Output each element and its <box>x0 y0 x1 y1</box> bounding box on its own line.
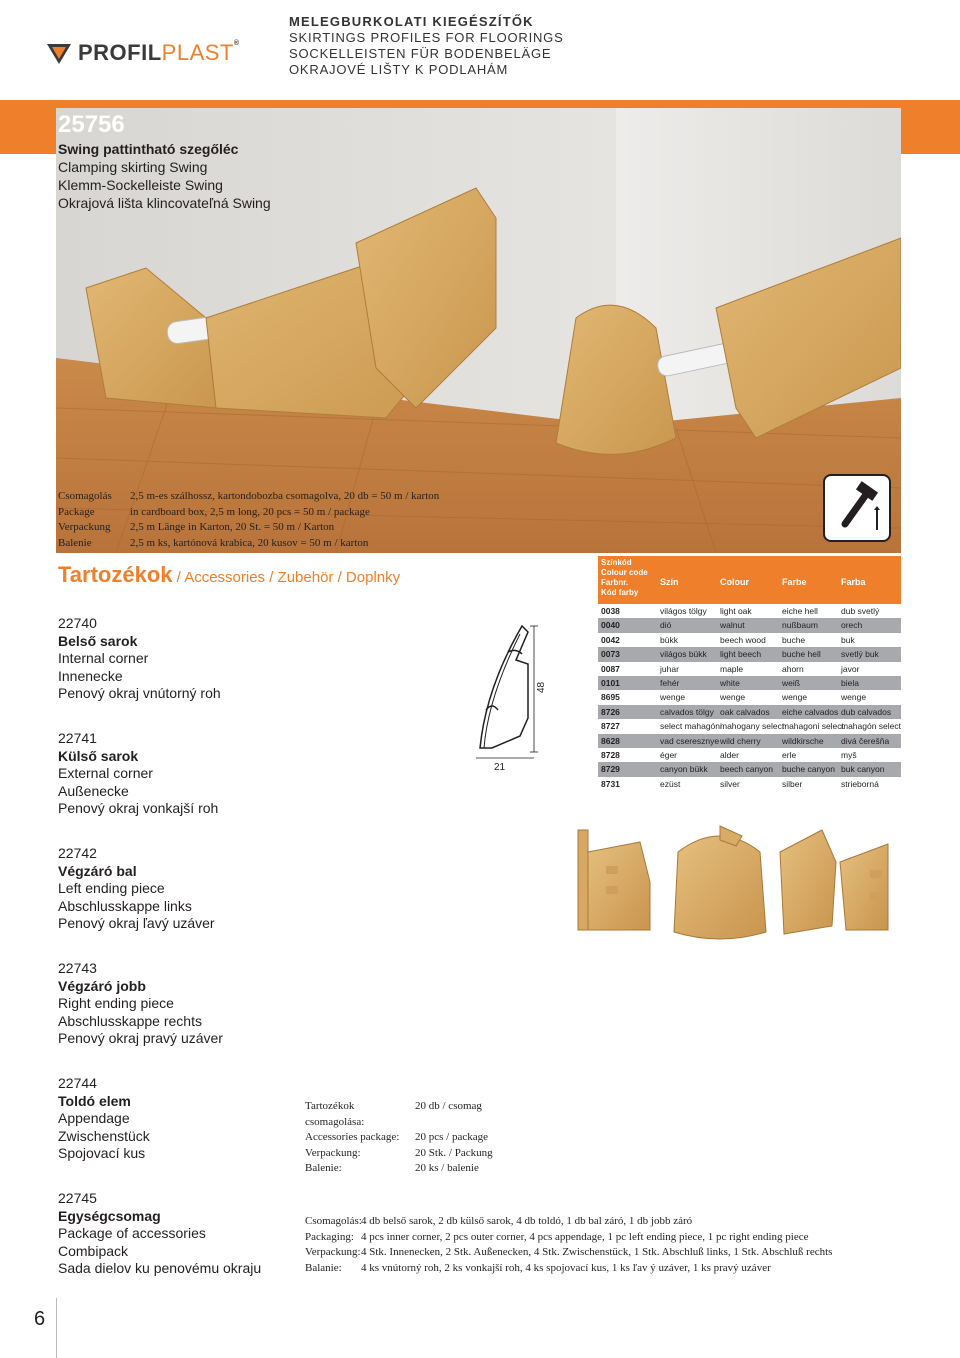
header-line-hu: MELEGBURKOLATI KIEGÉSZÍTŐK <box>289 14 534 29</box>
accessory-package-value: 20 Stk. / Packung <box>415 1146 493 1159</box>
packaging-info <box>58 489 439 551</box>
colour-name-de: eiche calvados <box>782 706 839 717</box>
item-name-de: Combipack <box>58 1242 129 1259</box>
item-name-hu: Egységcsomag <box>58 1207 161 1224</box>
colour-code: 0073 <box>601 649 620 660</box>
colour-table-header <box>598 556 901 604</box>
colour-name-en: beech wood <box>720 634 766 645</box>
accessory-package-info <box>305 1099 493 1177</box>
accessory-item <box>58 1190 261 1278</box>
item-code: 22745 <box>58 1190 97 1206</box>
colour-name-en: white <box>720 677 740 688</box>
colour-name-sk: mahagón select <box>841 721 902 732</box>
combipack-label: Csomagolás: <box>305 1215 362 1227</box>
colour-name-sk: strieborná <box>841 778 879 789</box>
packaging-row <box>58 536 439 552</box>
item-name-en: Appendage <box>58 1110 130 1126</box>
profile-width-label: 21 <box>494 762 506 773</box>
item-name-de: Zwischenstück <box>58 1127 150 1144</box>
product-name-hu: Swing pattintható szegőléc <box>58 141 239 157</box>
profile-height-label: 48 <box>536 681 547 693</box>
accessory-package-row <box>305 1146 493 1162</box>
item-name-sk: Penový okraj pravý uzáver <box>58 1030 223 1046</box>
combipack-row <box>305 1214 832 1230</box>
colour-name-sk: buk canyon <box>841 764 885 775</box>
colour-row <box>598 676 901 690</box>
product-code: 25756 <box>58 111 125 138</box>
profile-cross-section <box>472 618 552 773</box>
colour-code: 0101 <box>601 677 620 688</box>
packaging-label: Verpackung <box>58 521 111 533</box>
packaging-row <box>58 505 439 521</box>
colour-name-hu: vad cseresznye <box>660 735 720 746</box>
colour-name-sk: javor <box>841 663 860 674</box>
colour-name-sk: dub calvados <box>841 706 892 717</box>
accessory-item <box>58 615 221 703</box>
accessory-package-label: Verpackung: <box>305 1146 361 1159</box>
colour-name-en: silver <box>720 778 740 789</box>
colour-name-en: wild cherry <box>720 735 761 746</box>
header-line-de: SOCKELLEISTEN FÜR BODENBELÄGE <box>289 46 552 61</box>
product-name-sk: Okrajová lišta klincovateľná Swing <box>58 195 271 211</box>
item-name-de: Innenecke <box>58 667 123 684</box>
packaging-label: Package <box>58 505 95 518</box>
colour-code: 0042 <box>601 634 620 645</box>
colour-name-en: beech canyon <box>720 764 773 775</box>
combipack-info <box>305 1214 832 1276</box>
item-name-en: Left ending piece <box>58 880 165 896</box>
colour-name-sk: orech <box>841 620 863 631</box>
item-name-hu: Végzáró jobb <box>58 977 146 994</box>
accessory-item <box>58 1075 150 1163</box>
combipack-value: 4 Stk. Innenecken, 2 Stk. Außenecken, 4 Stk. Zwischenstück, 1 Stk. Abschluß links, 1 Stk. Abschluß rechts <box>361 1246 833 1258</box>
colour-row <box>598 633 901 647</box>
item-name-hu: Külső sarok <box>58 747 139 764</box>
colour-row <box>598 647 901 661</box>
colour-name-sk: buk <box>841 634 855 645</box>
item-code: 22743 <box>58 960 97 976</box>
combipack-value: 4 pcs inner corner, 2 pcs outer corner, 4 pcs appendage, 1 pc left ending piece, 1 pc right ending piece <box>361 1230 809 1243</box>
colour-name-sk: svetlý buk <box>841 649 879 660</box>
accessory-package-row <box>305 1130 493 1146</box>
accessory-package-row <box>305 1161 493 1177</box>
colour-name-en: light oak <box>720 606 752 616</box>
brand-logo <box>46 38 240 74</box>
packaging-row <box>58 489 439 505</box>
accessory-package-label: Tartozékok csomagolása: <box>305 1100 365 1128</box>
colour-name-en: oak calvados <box>720 706 770 717</box>
item-name-de: Außenecke <box>58 782 129 799</box>
item-name-sk: Penový okraj vnútorný roh <box>58 685 221 701</box>
accessory-package-row <box>305 1099 493 1130</box>
packaging-value: 2,5 m-es szálhossz, kartondobozba csomagolva, 20 db = 50 m / karton <box>130 490 440 502</box>
colour-table <box>598 556 901 791</box>
colour-row <box>598 734 901 748</box>
accessory-package-value: 20 ks / balenie <box>415 1162 479 1174</box>
accessory-package-value: 20 db / csomag <box>415 1100 482 1112</box>
accessory-package-label: Balenie: <box>305 1162 342 1174</box>
item-code: 22741 <box>58 730 97 746</box>
colour-name-de: silber <box>782 778 803 789</box>
colour-name-en: mahogany select <box>720 721 785 732</box>
colour-name-de: wenge <box>782 692 808 703</box>
logo-mark-icon <box>46 42 72 66</box>
accessory-package-value: 20 pcs / package <box>415 1131 488 1143</box>
item-name-de: Abschlusskappe rechts <box>58 1012 202 1029</box>
colour-name-de: buche hell <box>782 649 821 660</box>
colour-name-en: wenge <box>720 692 746 703</box>
product-name-en: Clamping skirting Swing <box>58 159 208 175</box>
colour-code: 8726 <box>601 706 620 717</box>
colour-name-en: alder <box>720 749 739 760</box>
combipack-label: Verpackung: <box>305 1246 361 1258</box>
combipack-label: Packaging: <box>305 1230 354 1243</box>
colour-name-de: buche canyon <box>782 764 835 775</box>
colour-name-hu: canyon bükk <box>660 764 708 775</box>
item-name-hu: Végzáró bal <box>58 862 137 879</box>
packaging-value: 2,5 m Länge in Karton, 20 St. = 50 m / Karton <box>130 521 335 533</box>
accessories-heading-main: Tartozékok <box>58 562 173 587</box>
colour-header-hu: Szín <box>660 577 679 587</box>
colour-code: 8731 <box>601 778 620 789</box>
colour-row <box>598 777 901 791</box>
brand-name: PROFILPLAST® <box>78 40 240 65</box>
item-code: 22742 <box>58 845 97 861</box>
item-name-sk: Sada dielov ku penovému okraju <box>58 1260 262 1276</box>
item-name-en: Package of accessories <box>58 1225 206 1241</box>
combipack-value: 4 ks vnútorný roh, 2 ks vonkajší roh, 4 ks spojovací kus, 1 ks ľav ý uzáver, 1 ks pravý uzáver <box>361 1261 771 1274</box>
item-code: 22744 <box>58 1075 97 1091</box>
colour-name-hu: wenge <box>660 692 686 703</box>
item-name-sk: Penový okraj vonkajší roh <box>58 800 219 816</box>
accessories-photo <box>570 822 901 948</box>
colour-code-header: Színkód Colour code Farbnr. Kód farby <box>601 558 648 597</box>
colour-name-sk: wenge <box>841 692 867 703</box>
colour-row <box>598 690 901 704</box>
colour-name-hu: dió <box>660 620 672 631</box>
colour-name-hu: juhar <box>660 663 679 674</box>
colour-name-de: weiß <box>782 677 800 688</box>
accessories-heading <box>58 562 400 588</box>
colour-header-en: Colour <box>720 577 749 587</box>
item-name-sk: Spojovací kus <box>58 1145 146 1161</box>
item-name-en: External corner <box>58 765 153 781</box>
colour-name-hu: select mahagóni <box>660 721 722 732</box>
packaging-value: in cardboard box, 2,5 m long, 20 pcs = 50 m / package <box>130 505 370 518</box>
colour-row <box>598 705 901 719</box>
colour-row <box>598 604 901 618</box>
colour-name-hu: fehér <box>660 677 680 688</box>
colour-header-de: Farbe <box>782 577 807 587</box>
combipack-row <box>305 1230 832 1246</box>
colour-name-de: eiche hell <box>782 606 818 616</box>
colour-code: 0087 <box>601 663 620 674</box>
colour-name-de: nußbaum <box>782 620 818 631</box>
colour-name-sk: divá čerešňa <box>841 735 890 746</box>
item-name-hu: Toldó elem <box>58 1092 131 1109</box>
colour-name-de: mahagoni select <box>782 721 844 732</box>
header-line-sk: OKRAJOVÉ LIŠTY K PODLAHÁM <box>289 62 509 77</box>
header-line-en: SKIRTINGS PROFILES FOR FLOORINGS <box>289 30 564 45</box>
accessory-item <box>58 960 223 1048</box>
packaging-row <box>58 520 439 536</box>
colour-table-body <box>598 604 901 791</box>
colour-code: 8728 <box>601 749 620 760</box>
product-title-block <box>58 110 271 212</box>
colour-name-sk: dub svetlý <box>841 606 880 616</box>
colour-row <box>598 719 901 733</box>
page-number: 6 <box>34 1308 46 1330</box>
colour-name-de: wildkirsche <box>782 735 824 746</box>
accessory-item <box>58 845 215 933</box>
colour-name-hu: bükk <box>660 634 678 645</box>
colour-code: 8628 <box>601 735 620 746</box>
colour-row <box>598 662 901 676</box>
packaging-value: 2,5 m ks, kartónová krabica, 20 kusov = 50 m / karton <box>130 536 369 549</box>
page-number-bar <box>0 1298 57 1358</box>
item-name-en: Internal corner <box>58 650 149 666</box>
packaging-label: Balenie <box>58 536 92 549</box>
packaging-label: Csomagolás <box>58 490 112 502</box>
colour-code: 8695 <box>601 692 620 703</box>
colour-name-en: maple <box>720 663 744 674</box>
colour-name-de: ahorn <box>782 663 804 674</box>
item-name-hu: Belső sarok <box>58 632 138 649</box>
colour-code: 8729 <box>601 764 620 775</box>
colour-header-sk: Farba <box>841 577 866 587</box>
product-name-de: Klemm-Sockelleiste Swing <box>58 177 223 193</box>
colour-code: 8727 <box>601 721 620 732</box>
colour-name-hu: éger <box>660 749 678 760</box>
item-name-en: Right ending piece <box>58 995 174 1011</box>
item-name-sk: Penový okraj ľavý uzáver <box>58 915 215 931</box>
colour-name-sk: biela <box>841 677 859 688</box>
colour-name-hu: világos bükk <box>660 649 707 660</box>
colour-row <box>598 762 901 776</box>
accessories-heading-rest: / Accessories / Zubehör / Doplnky <box>172 569 401 586</box>
combipack-label: Balanie: <box>305 1261 342 1274</box>
colour-name-hu: világos tölgy <box>660 606 707 616</box>
item-code: 22740 <box>58 615 97 631</box>
colour-name-de: buche <box>782 634 806 645</box>
colour-row <box>598 748 901 762</box>
colour-name-en: light beech <box>720 649 762 660</box>
colour-row <box>598 618 901 632</box>
hammer-icon <box>823 474 891 542</box>
accessory-item <box>58 730 218 818</box>
item-name-de: Abschlusskappe links <box>58 897 192 914</box>
colour-name-sk: myš <box>841 749 857 760</box>
colour-name-en: walnut <box>720 620 745 631</box>
catalog-section-title <box>289 14 564 78</box>
colour-name-de: erle <box>782 749 797 760</box>
colour-name-hu: calvados tölgy <box>660 706 714 717</box>
colour-code: 0038 <box>601 606 620 616</box>
combipack-value: 4 db belső sarok, 2 db külső sarok, 4 db toldó, 1 db bal záró, 1 db jobb záró <box>361 1215 693 1227</box>
combipack-row <box>305 1245 832 1261</box>
colour-name-hu: ezüst <box>660 778 681 789</box>
colour-code: 0040 <box>601 620 620 631</box>
combipack-row <box>305 1261 832 1277</box>
accessory-package-label: Accessories package: <box>305 1131 400 1143</box>
